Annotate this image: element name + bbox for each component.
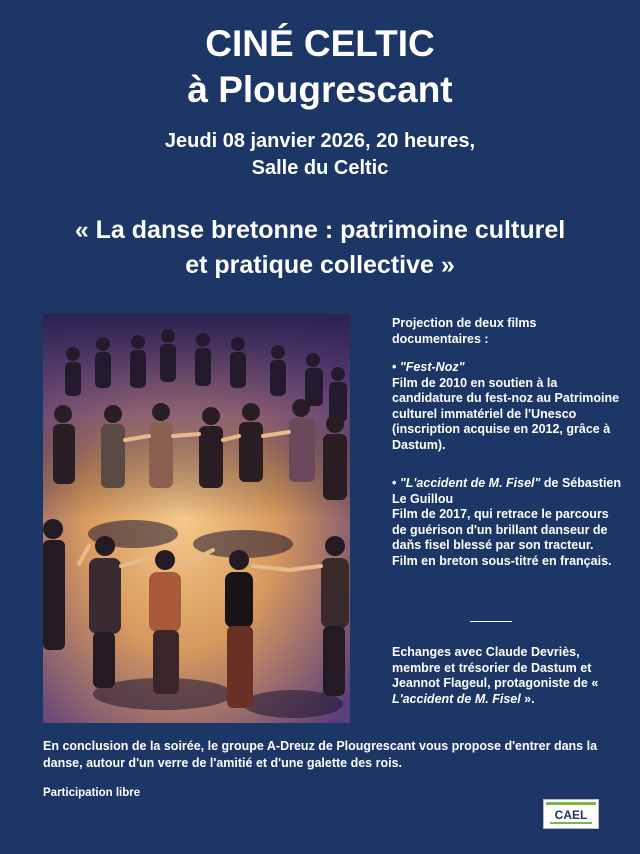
exchange-film-title: L'accident de M. Fisel <box>392 691 521 706</box>
film-2-title: "L'accident de M. Fisel" <box>399 476 541 490</box>
film-2-heading <box>392 476 622 507</box>
cael-logo <box>543 799 599 829</box>
event-title: CINÉ CELTIC <box>205 23 435 64</box>
exchange-suffix: ». <box>520 691 535 706</box>
film-2-note: Film en breton sous-titré en français. <box>392 553 612 568</box>
film-2-description: Film de 2017, qui retrace le parcours de guérison d'un brillant danseur de daňs fisel blessé par son tracteur. <box>392 507 609 552</box>
program-intro: Projection de deux films documentaires : <box>392 316 537 346</box>
film-1-heading <box>392 360 622 376</box>
event-location: à Plougrescant <box>187 69 453 110</box>
dance-photo <box>43 314 350 723</box>
film-2-director: de Sébastien Le Guillou <box>392 476 622 506</box>
cael-logo-mark <box>544 800 598 828</box>
film-1-description: Film de 2010 en soutien à la candidature du fest-noz au Patrimoine culturel immatériel de l'Unesco (inscription acquise en 2012, grâce à Dastum). <box>392 375 620 452</box>
dance-photo-illustration <box>43 314 350 723</box>
film-1 <box>392 360 622 453</box>
film-1-title: "Fest-Noz" <box>399 360 465 374</box>
exchange-prefix: Echanges avec Claude Devriès, membre et trésorier de Dastum et Jeannot Flageul, protagoniste de « <box>392 645 599 690</box>
theme-line-2: et pratique collective » <box>185 251 455 279</box>
film-2-bullet: • <box>392 476 397 490</box>
conclusion-text: En conclusion de la soirée, le groupe A-Dreuz de Plougrescant vous propose d'entrer dans la danse, autour d'un verre de l'amitié et d'une galette des rois. <box>43 739 598 770</box>
cael-logo-text: CAEL <box>554 808 588 822</box>
film-1-bullet: • <box>392 360 397 374</box>
film-2 <box>392 476 622 569</box>
exchange-text <box>392 645 622 707</box>
participation-text: Participation libre <box>43 787 141 799</box>
event-date: Jeudi 08 janvier 2026, 20 heures, <box>164 130 476 152</box>
separator-line <box>470 621 512 622</box>
event-venue: Salle du Celtic <box>251 157 389 179</box>
theme-line-1: « La danse bretonne : patrimoine culturel <box>74 216 566 244</box>
